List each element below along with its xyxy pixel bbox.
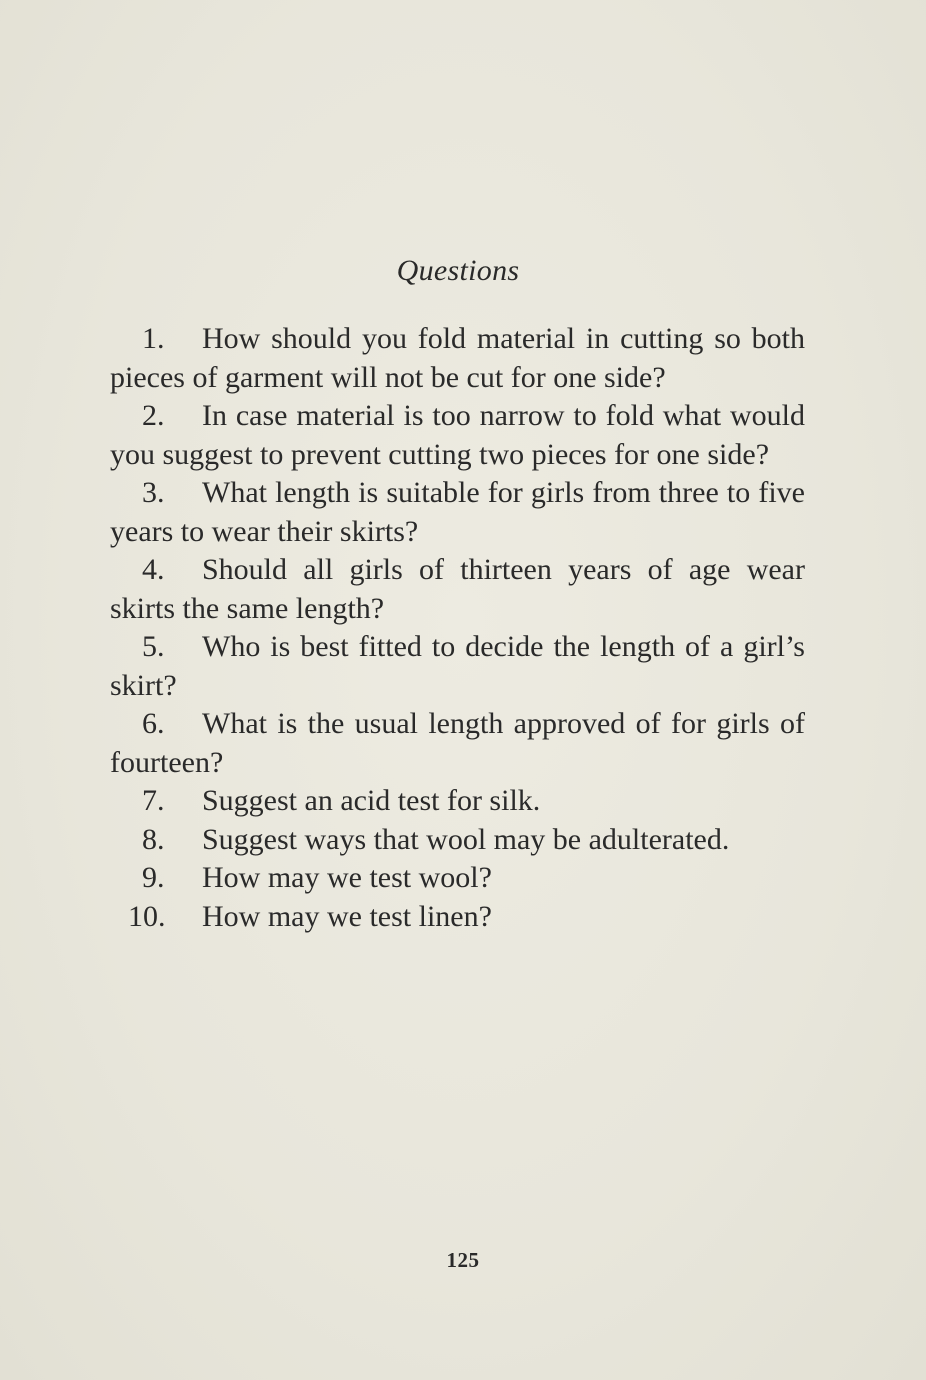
question-number: 2. [142,399,165,432]
question-list [110,320,805,936]
question-item [110,782,805,821]
question-item [110,397,805,474]
question-text: Suggest ways that wool may be adulterated. [202,822,730,856]
question-item [110,628,805,705]
page-number: 125 [446,1248,480,1272]
question-number: 8. [142,822,165,856]
question-text: How may we test linen? [202,899,492,933]
question-item [110,474,805,551]
question-number: 7. [142,784,165,817]
question-text: How should you fold material in cutting so both pieces of garment will not be cut for one side? [110,322,805,394]
question-number: 4. [142,553,165,586]
question-number: 10. [128,899,166,933]
question-number: 3. [142,476,165,509]
question-item [110,320,805,397]
question-text: Suggest an acid test for silk. [202,784,541,817]
question-number: 5. [142,630,165,663]
question-text: What length is suitable for girls from three to five years to wear their skirts? [110,476,805,548]
question-text: Should all girls of thirteen years of age wear skirts the same length? [110,553,805,625]
question-number: 6. [142,707,165,740]
question-item [110,705,805,782]
question-item [110,898,805,937]
question-number: 1. [142,322,165,355]
question-item [110,859,805,898]
question-text: In case material is too narrow to fold what would you suggest to prevent cutting two pieces for one side? [110,399,805,471]
question-text: Who is best fitted to decide the length of a girl’s skirt? [110,630,805,702]
question-item [110,551,805,628]
question-text: What is the usual length approved of for girls of fourteen? [110,707,805,779]
question-text: How may we test wool? [202,861,492,894]
page-heading: Questions [396,254,520,287]
question-item [110,821,805,860]
question-number: 9. [142,861,165,894]
